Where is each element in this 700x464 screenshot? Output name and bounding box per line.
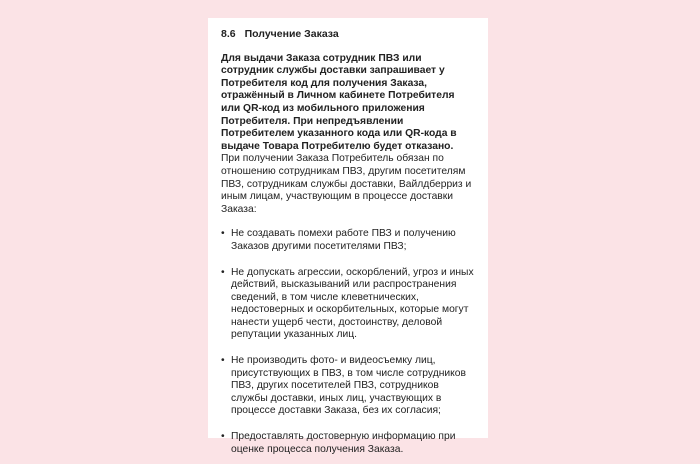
list-item xyxy=(221,267,476,343)
list-item-text: Не допускать агрессии, оскорблений, угроз и иных действий, высказываний или распространения сведений, в том числе клеветнических, недостоверных и оскорбительных, которые могут нанести ущерб чести, достоинству, деловой репутации указанных лиц. xyxy=(231,266,474,341)
list-item-text: Не производить фото- и видеосъемку лиц, присутствующих в ПВЗ, в том числе сотрудников ПВЗ, других посетителей ПВЗ, сотрудников службы доставки, иных лиц, участвующих в процессе доставки Заказа, без их согласия; xyxy=(231,355,466,417)
obligations-list xyxy=(221,228,476,456)
bullet-icon: • xyxy=(221,228,225,240)
section-header xyxy=(221,28,476,41)
bullet-icon: • xyxy=(221,431,225,443)
list-item-text: Предоставлять достоверную информацию при оценке процесса получения Заказа. xyxy=(231,431,456,455)
bullet-icon: • xyxy=(221,266,225,278)
document-card xyxy=(208,18,488,455)
list-item xyxy=(221,431,476,456)
bullet-icon: • xyxy=(221,355,225,367)
bold-paragraph: Для выдачи Заказа сотрудник ПВЗ или сотрудник службы доставки запрашивает у Потребителя код для получения Заказа, отражённый в Личном кабинете Потребителя или QR-код из мобильного приложения Потребителя. При непредъявлении Потребителем указанного кода или QR-кода в выдаче Товара Потребителю будет отказано. xyxy=(221,52,457,152)
intro-paragraph: При получении Заказа Потребитель обязан по отношению сотрудникам ПВЗ, другим посетителям ПВЗ, сотрудникам службы доставки, Вайлдберриз и иным лицам, участвующим в процессе доставки Заказа: xyxy=(221,153,472,215)
list-item xyxy=(221,355,476,418)
section-number: 8.6 xyxy=(221,28,236,40)
list-item-text: Не создавать помехи работе ПВЗ и получению Заказов другими посетителями ПВЗ; xyxy=(231,228,456,252)
list-item xyxy=(221,228,476,253)
section-title: Получение Заказа xyxy=(244,28,339,40)
